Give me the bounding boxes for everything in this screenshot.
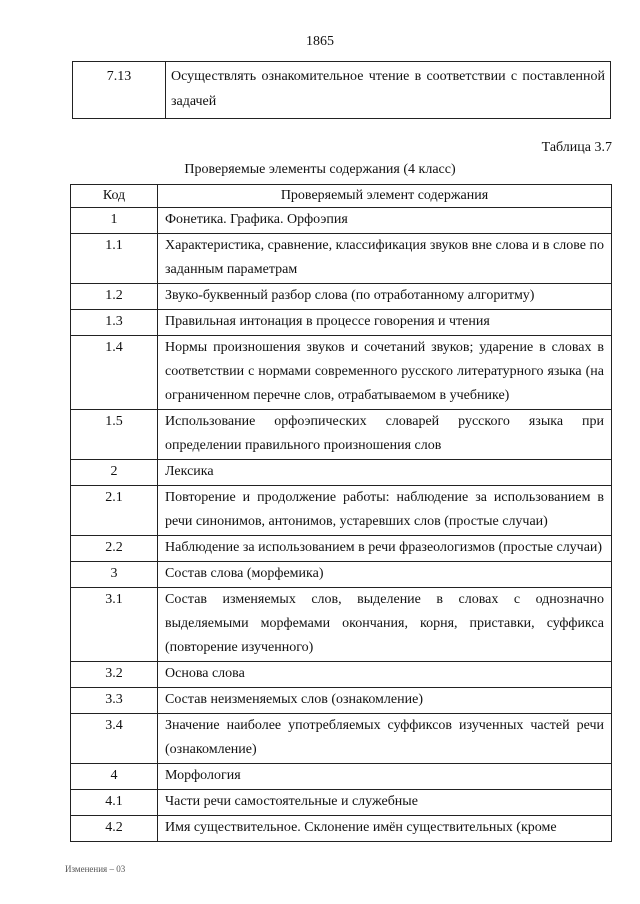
row-text: Состав изменяемых слов, выделение в словах с однозначно выделяемыми морфемами окончания, корня, приставки, суффикса (повторение изученного) — [158, 588, 612, 662]
table-body — [71, 208, 612, 842]
row-code: 3.1 — [71, 588, 158, 662]
row-text: Правильная интонация в процессе говорения и чтения — [158, 310, 612, 336]
footer-note: Изменения – 03 — [65, 864, 126, 874]
row-text: Значение наиболее употребляемых суффиксов изученных частей речи (ознакомление) — [158, 714, 612, 764]
row-code: 4 — [71, 764, 158, 790]
row-code: 3.4 — [71, 714, 158, 764]
header-code: Код — [71, 185, 158, 208]
row-code: 4.1 — [71, 790, 158, 816]
row-code: 1.5 — [71, 410, 158, 460]
row-code: 1.4 — [71, 336, 158, 410]
table-row — [71, 662, 612, 688]
table-row — [71, 562, 612, 588]
table-row — [71, 790, 612, 816]
row-code: 3.3 — [71, 688, 158, 714]
row-text: Фонетика. Графика. Орфоэпия — [158, 208, 612, 234]
content-elements-table — [70, 184, 612, 842]
page-number: 1865 — [306, 34, 334, 49]
table-number: Таблица 3.7 — [541, 140, 612, 155]
row-code: 1.1 — [71, 234, 158, 284]
row-text: Состав неизменяемых слов (ознакомление) — [158, 688, 612, 714]
row-text: Использование орфоэпических словарей русского языка при определении правильного произношения слов — [158, 410, 612, 460]
row-text: Части речи самостоятельные и служебные — [158, 790, 612, 816]
table-row — [71, 486, 612, 536]
row-text: Наблюдение за использованием в речи фразеологизмов (простые случаи) — [158, 536, 612, 562]
table-caption: Проверяемые элементы содержания (4 класс) — [184, 162, 456, 177]
row-text: Основа слова — [158, 662, 612, 688]
row-code: 1.2 — [71, 284, 158, 310]
table-row — [71, 588, 612, 662]
header-element: Проверяемый элемент содержания — [158, 185, 612, 208]
table-row — [71, 816, 612, 842]
table-row — [71, 284, 612, 310]
row-text: Повторение и продолжение работы: наблюдение за использованием в речи синонимов, антонимов, устаревших слов (простые случаи) — [158, 486, 612, 536]
row-code: 1 — [71, 208, 158, 234]
table-row — [71, 460, 612, 486]
row-code: 3 — [71, 562, 158, 588]
row-code: 7.13 — [73, 62, 166, 119]
table-row — [71, 764, 612, 790]
row-code: 1.3 — [71, 310, 158, 336]
table-row — [73, 62, 611, 119]
row-code: 2 — [71, 460, 158, 486]
table-row — [71, 688, 612, 714]
row-text: Имя существительное. Склонение имён существительных (кроме — [158, 816, 612, 842]
row-code: 2.1 — [71, 486, 158, 536]
previous-table — [72, 61, 611, 119]
row-text: Состав слова (морфемика) — [158, 562, 612, 588]
row-text: Лексика — [158, 460, 612, 486]
row-code: 2.2 — [71, 536, 158, 562]
row-text: Осуществлять ознакомительное чтение в соответствии с поставленной задачей — [166, 62, 611, 119]
table-row — [71, 310, 612, 336]
row-code: 4.2 — [71, 816, 158, 842]
table-row — [71, 536, 612, 562]
table-row — [71, 336, 612, 410]
row-text: Характеристика, сравнение, классификация звуков вне слова и в слове по заданным параметрам — [158, 234, 612, 284]
table-row — [71, 234, 612, 284]
table-row — [71, 410, 612, 460]
table-header-row — [71, 185, 612, 208]
table-row — [71, 714, 612, 764]
row-text: Звуко-буквенный разбор слова (по отработанному алгоритму) — [158, 284, 612, 310]
row-text: Морфология — [158, 764, 612, 790]
row-code: 3.2 — [71, 662, 158, 688]
row-text: Нормы произношения звуков и сочетаний звуков; ударение в словах в соответствии с нормами современного русского литературного языка (на ограниченном перечне слов, отрабатываемом в учебнике) — [158, 336, 612, 410]
table-row — [71, 208, 612, 234]
